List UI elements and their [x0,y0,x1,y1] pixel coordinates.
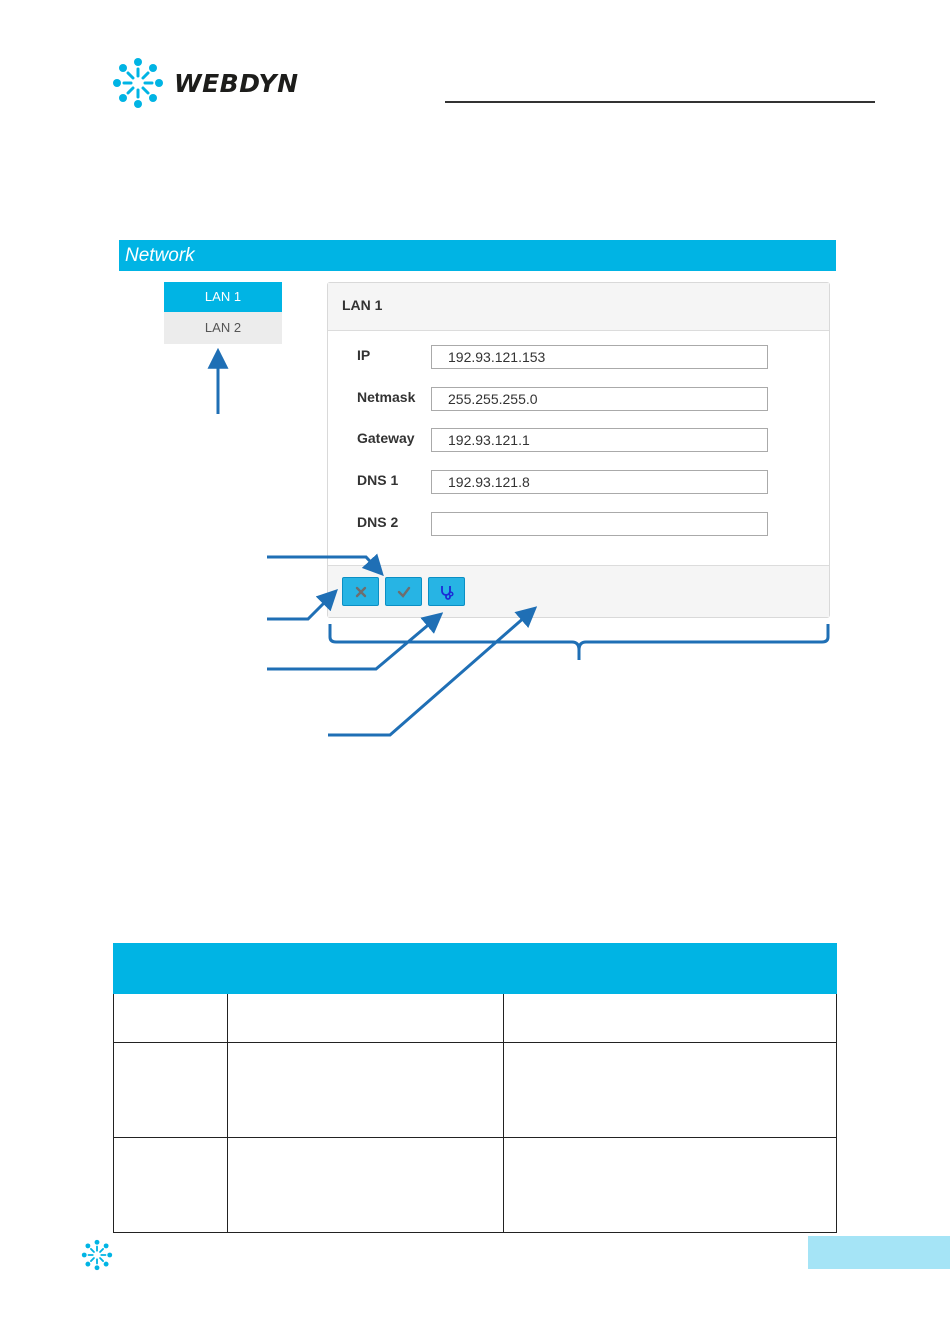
webdyn-snowflake-small-icon [80,1238,114,1272]
footer-logo [80,1238,114,1277]
table-cell [114,1138,228,1233]
table-cell [228,994,504,1043]
dns1-label: DNS 1 [357,472,399,488]
cancel-button-arrow [267,592,335,619]
table-row [114,1138,837,1233]
table-header-cell [228,944,504,994]
table-header-cell [114,944,228,994]
table-cell [114,994,228,1043]
table-cell [504,1043,837,1138]
table-cell [228,1138,504,1233]
save-button-arrow [267,557,381,573]
section-title: Network [125,245,195,266]
table-cell [504,1138,837,1233]
table-row [114,994,837,1043]
panel-width-brace [330,624,828,660]
brand-name: WEBDYN [174,68,299,98]
ip-label: IP [357,347,371,363]
page-number-tab [808,1236,950,1269]
panel-title: LAN 1 [328,283,829,331]
gateway-label: Gateway [357,430,415,446]
table-cell [114,1043,228,1138]
table-cell [228,1043,504,1138]
footer-bar-arrow [328,609,534,735]
lan-menu-item-lan2[interactable]: LAN 2 [164,312,282,344]
description-table [113,943,837,1233]
dns2-label: DNS 2 [357,514,399,530]
table-row [114,1043,837,1138]
table-header-row [114,944,837,994]
lan-menu-item-lan1[interactable]: LAN 1 [164,282,282,312]
table-cell [504,994,837,1043]
netmask-label: Netmask [357,389,416,405]
table-header-cell [504,944,837,994]
